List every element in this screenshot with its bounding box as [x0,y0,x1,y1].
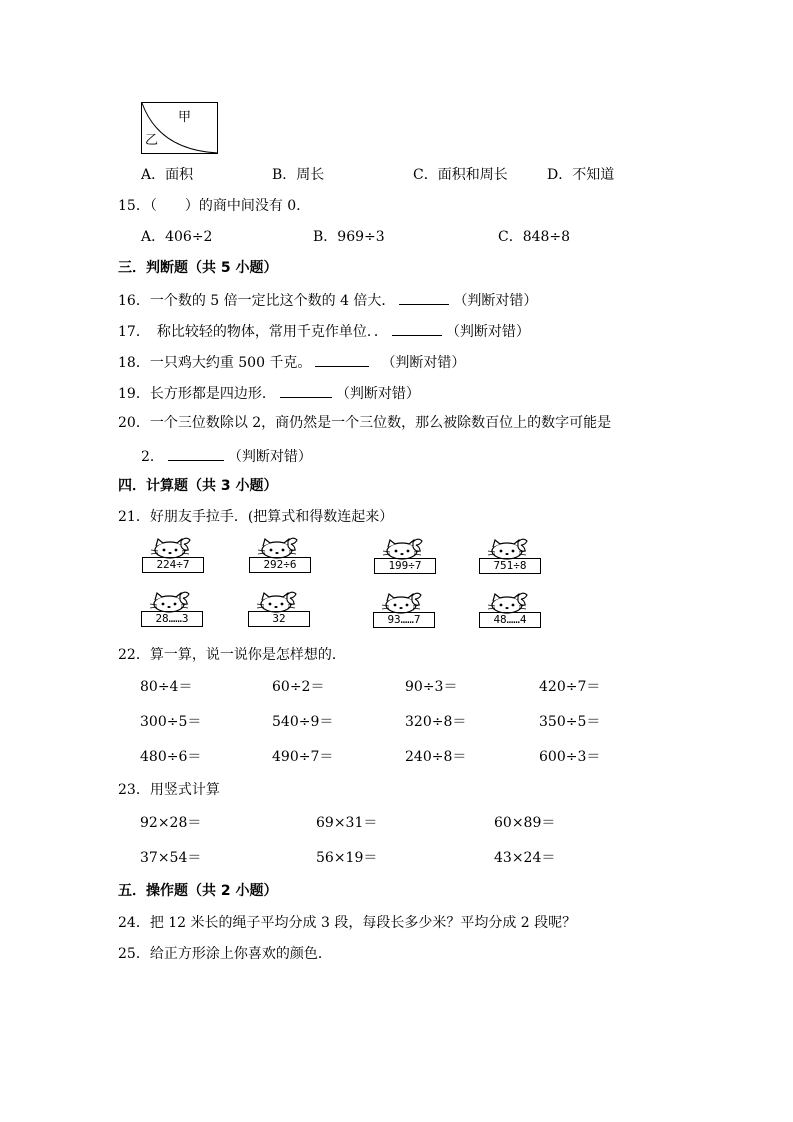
q19 [118,383,420,403]
q20-line2 [141,446,312,466]
kitty-icon [255,537,303,559]
q18-answer-blank[interactable] [315,352,369,367]
q21-card-bottom-3[interactable] [373,592,435,628]
kitty-icon [147,591,195,613]
card-answer: 28……3 [141,611,203,627]
q16 [118,290,537,310]
q23-item: 69×31＝ [316,815,378,831]
kitty-icon [485,592,533,614]
q21-card-top-2[interactable] [249,537,311,573]
q21-card-bottom-4[interactable] [479,592,541,628]
q22-stem: 22．算一算，说一说你是怎样想的． [118,647,346,663]
q22-item: 240÷8＝ [405,749,467,765]
q23-item: 43×24＝ [494,850,556,866]
q22-item: 420÷7＝ [539,679,601,695]
figure-label-yi: 乙 [145,133,159,148]
q17-text: 17． 称比较轻的物体，常用千克作单位．． [118,324,388,340]
q19-answer-blank[interactable] [280,383,332,398]
q20-suffix: （判断对错） [227,449,312,465]
q16-text: 16．一个数的 5 倍一定比这个数的 4 倍大． [118,293,396,309]
q21-card-bottom-2[interactable] [248,591,310,627]
card-expression: 199÷7 [374,558,436,574]
q19-text: 19．长方形都是四边形． [118,386,276,402]
q21-card-bottom-1[interactable] [141,591,203,627]
q21-card-top-4[interactable] [479,538,541,574]
q19-suffix: （判断对错） [335,386,420,402]
q15-option-a: A．406÷2 [141,229,213,245]
card-answer: 93……7 [373,612,435,628]
kitty-icon [380,538,428,560]
card-expression: 224÷7 [142,557,204,573]
q22-item: 90÷3＝ [405,679,458,695]
q18-suffix: （判断对错） [381,355,466,371]
card-expression: 292÷6 [249,557,311,573]
kitty-icon [148,537,196,559]
q21-stem: 21．好朋友手拉手．(把算式和得数连起来） [118,509,394,525]
q17-answer-blank[interactable] [392,321,442,336]
q15-option-c: C．848÷8 [498,229,571,245]
q20-prefix: 2． [141,449,164,465]
q22-item: 60÷2＝ [272,679,325,695]
kitty-icon [254,591,302,613]
card-answer: 32 [248,611,310,627]
q14-option-d: D．不知道 [547,167,615,183]
q17 [118,321,530,341]
kitty-icon [379,592,427,614]
q17-suffix: （判断对错） [445,324,530,340]
q18-text: 18．一只鸡大约重 500 千克。 [118,355,312,371]
q20-line1: 20．一个三位数除以 2，商仍然是一个三位数，那么被除数百位上的数字可能是 [118,415,612,431]
card-expression: 751÷8 [479,558,541,574]
q23-item: 92×28＝ [140,815,202,831]
section5-title: 五．操作题（共 2 小题） [118,883,278,899]
q15-option-b: B．969÷3 [313,229,385,245]
card-answer: 48……4 [479,612,541,628]
kitty-icon [485,538,533,560]
q14-figure [141,102,219,154]
q22-item: 80÷4＝ [140,679,193,695]
section4-title: 四．计算题（共 3 小题） [118,478,278,494]
q22-item: 540÷9＝ [272,714,334,730]
q14-option-b: B．周长 [272,167,325,183]
q16-answer-blank[interactable] [399,290,449,305]
q24-text: 24．把 12 米长的绳子平均分成 3 段，每段长多少米？平均分成 2 段呢？ [118,915,577,931]
q22-item: 320÷8＝ [405,714,467,730]
q14-option-a: A．面积 [141,167,194,183]
q21-card-top-1[interactable] [142,537,204,573]
q22-item: 490÷7＝ [272,749,334,765]
q23-item: 37×54＝ [140,850,202,866]
q22-item: 600÷3＝ [539,749,601,765]
q20-answer-blank[interactable] [168,446,224,461]
section3-title: 三．判断题（共 5 小题） [118,260,278,276]
q18 [118,352,465,372]
q23-item: 56×19＝ [316,850,378,866]
figure-label-jia: 甲 [178,110,192,125]
q15-stem: 15．（ ）的商中间没有 0. [118,198,301,214]
q14-option-c: C．面积和周长 [413,167,508,183]
q22-item: 480÷6＝ [140,749,202,765]
q16-suffix: （判断对错） [453,293,538,309]
q23-item: 60×89＝ [494,815,556,831]
q22-item: 300÷5＝ [140,714,202,730]
q22-item: 350÷5＝ [539,714,601,730]
q23-stem: 23．用竖式计算 [118,782,220,798]
q25-text: 25．给正方形涂上你喜欢的颜色． [118,946,332,962]
q21-card-top-3[interactable] [374,538,436,574]
